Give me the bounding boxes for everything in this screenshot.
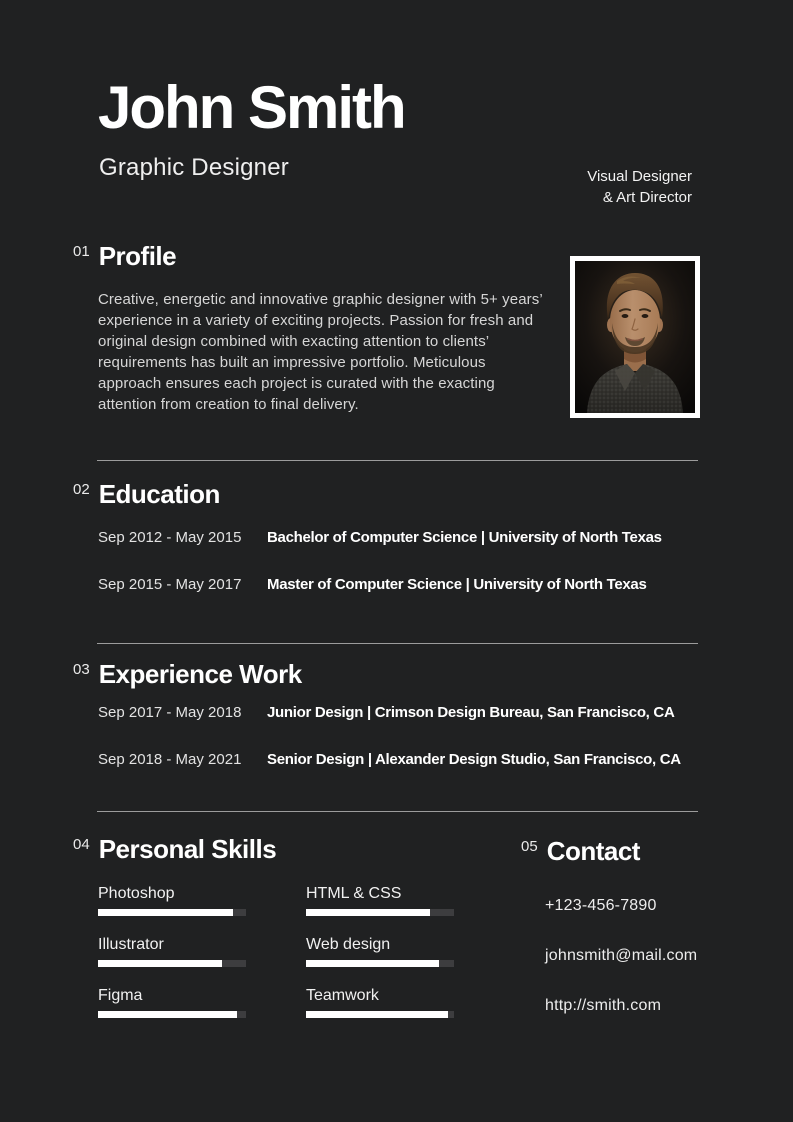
experience-rows xyxy=(98,703,738,797)
section-number: 04 xyxy=(73,836,90,853)
section-title: Education xyxy=(98,479,220,509)
profile-paragraph: Creative, energetic and innovative graphic designer with 5+ years’ experience in a variety of exciting projects. Passion for fresh and original design combined with exacting attention to clients’ requirements has built an impressive portfolio. Meticulous approach ensures each project is curated with the exacting attention from creation to final delivery. xyxy=(98,291,543,413)
skill-item xyxy=(306,935,454,967)
person-name: John Smith xyxy=(98,74,405,141)
divider xyxy=(97,811,698,812)
skill-label: Photoshop xyxy=(98,885,175,902)
side-title-line1: Visual Designer xyxy=(587,168,692,185)
profile-photo xyxy=(570,256,700,418)
skill-bar-track xyxy=(306,960,454,967)
divider xyxy=(97,460,698,461)
section-header-education xyxy=(73,481,220,508)
contact-phone: +123-456-7890 xyxy=(545,897,657,914)
skill-bar-track xyxy=(306,909,454,916)
profile-photo-illustration xyxy=(575,261,695,413)
skill-bar-fill xyxy=(98,960,222,967)
contact-email: johnsmith@mail.com xyxy=(545,947,698,964)
education-detail: Bachelor of Computer Science | University of North Texas xyxy=(267,529,662,546)
section-title: Profile xyxy=(98,241,177,271)
skill-bar-fill xyxy=(306,909,430,916)
skill-item xyxy=(98,935,246,967)
skill-item xyxy=(98,986,246,1018)
skill-label: Figma xyxy=(98,987,143,1004)
section-header-profile xyxy=(73,243,176,270)
skills-column-left xyxy=(98,884,246,1037)
skill-bar-track xyxy=(98,909,246,916)
education-detail: Master of Computer Science | University of North Texas xyxy=(267,576,647,593)
section-title: Experience Work xyxy=(98,659,302,689)
experience-row xyxy=(98,703,738,722)
skill-bar-fill xyxy=(306,1011,448,1018)
skill-bar-track xyxy=(98,960,246,967)
section-number: 01 xyxy=(73,243,90,260)
experience-row xyxy=(98,750,738,769)
section-title: Personal Skills xyxy=(98,834,277,864)
education-row xyxy=(98,528,738,547)
education-date: Sep 2015 - May 2017 xyxy=(98,576,242,593)
education-row xyxy=(98,575,738,594)
section-number: 05 xyxy=(521,838,538,855)
skill-label: Illustrator xyxy=(98,936,164,953)
experience-detail: Junior Design | Crimson Design Bureau, San Francisco, CA xyxy=(267,704,675,721)
skills-column-right xyxy=(306,884,454,1037)
side-title xyxy=(587,166,692,208)
skill-bar-fill xyxy=(98,1011,237,1018)
skill-item xyxy=(306,986,454,1018)
education-date: Sep 2012 - May 2015 xyxy=(98,529,242,546)
section-header-skills xyxy=(73,836,276,863)
skill-label: Teamwork xyxy=(306,987,379,1004)
skill-label: Web design xyxy=(306,936,391,953)
skill-bar-fill xyxy=(306,960,439,967)
skill-bar-track xyxy=(306,1011,454,1018)
skill-item xyxy=(306,884,454,916)
experience-date: Sep 2018 - May 2021 xyxy=(98,751,242,768)
skill-item xyxy=(98,884,246,916)
section-title: Contact xyxy=(546,836,640,866)
education-rows xyxy=(98,528,738,622)
section-header-experience xyxy=(73,661,302,688)
skill-label: HTML & CSS xyxy=(306,885,402,902)
experience-detail: Senior Design | Alexander Design Studio, San Francisco, CA xyxy=(267,751,681,768)
skill-bar-track xyxy=(98,1011,246,1018)
experience-date: Sep 2017 - May 2018 xyxy=(98,704,242,721)
skill-bar-fill xyxy=(98,909,233,916)
contact-website: http://smith.com xyxy=(545,997,662,1014)
section-header-contact xyxy=(521,838,640,865)
contact-list xyxy=(545,896,697,1046)
divider xyxy=(97,643,698,644)
side-title-line2: & Art Director xyxy=(602,189,692,206)
section-number: 03 xyxy=(73,661,90,678)
person-role: Graphic Designer xyxy=(99,154,289,181)
section-number: 02 xyxy=(73,481,90,498)
